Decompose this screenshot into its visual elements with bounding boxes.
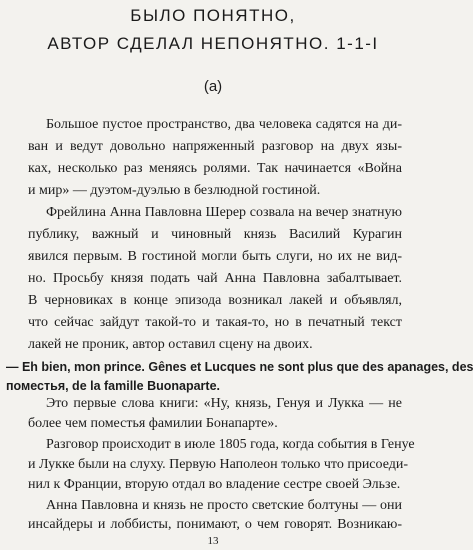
french-quote-line: — Eh bien, mon prince. Gênes et Lucques ne sont plus que des apanages, des [6,360,473,374]
body-line: и Лукке были на слуху. Первую Наполеон только что присоеди- [28,457,409,472]
page-number: 13 [207,535,219,547]
body-line: Это первые слова книги: «Ну, князь, Генуя и Лукка — не [46,396,402,411]
body-line: Анна Павловна и князь не просто светские болтуны — они [46,498,402,513]
body-line: ках, несколько раз меняясь ролями. Так начинается «Война [28,161,402,176]
body-line: ван и ведут довольно напряженный разговор на двух язы- [28,139,402,154]
body-line: инсайдеры и лоббисты, понимают, о чем говорят. Возникаю- [28,517,402,532]
body-line: Фрейлина Анна Павловна Шерер созвала на вечер знатную [46,205,402,220]
body-line: публику, важный и чиновный князь Василий Курагин [28,227,402,242]
body-line: Большое пустое пространство, два человека садятся на ди- [46,117,402,132]
body-line: но. Просьбу князя подать чай Анна Павловна забалтывает. [28,271,402,286]
french-quote-line: поместья, de la famille Buonaparte. [6,379,221,393]
body-line: лакей не проник, автор оставил сцену на двоих. [28,337,313,352]
body-line: и мир» — дуэтом-дуэлью в безлюдной гостиной. [28,183,321,198]
body-line: нил к Франции, вторую отдал во владение сестре своей Эльзе. [28,477,401,492]
body-line: В черновиках в конце эпизода возникал лакей и объявлял, [28,293,402,308]
chapter-title-line-2: АВТОР СДЕЛАЛ НЕПОНЯТНО. 1-1-I [47,34,379,53]
section-label: (a) [203,78,223,95]
chapter-title-line-1: БЫЛО ПОНЯТНО, [130,6,296,25]
body-line: явился первым. В гостиной могли быть слуги, но их не вид- [28,249,402,264]
body-line: Разговор происходит в июле 1805 года, когда события в Генуе [46,437,415,452]
body-line: что сейчас зайдут такой-то и такая-то, но в печатный текст [28,315,402,330]
body-line: более чем поместья фамилии Бонапарте». [28,416,278,431]
